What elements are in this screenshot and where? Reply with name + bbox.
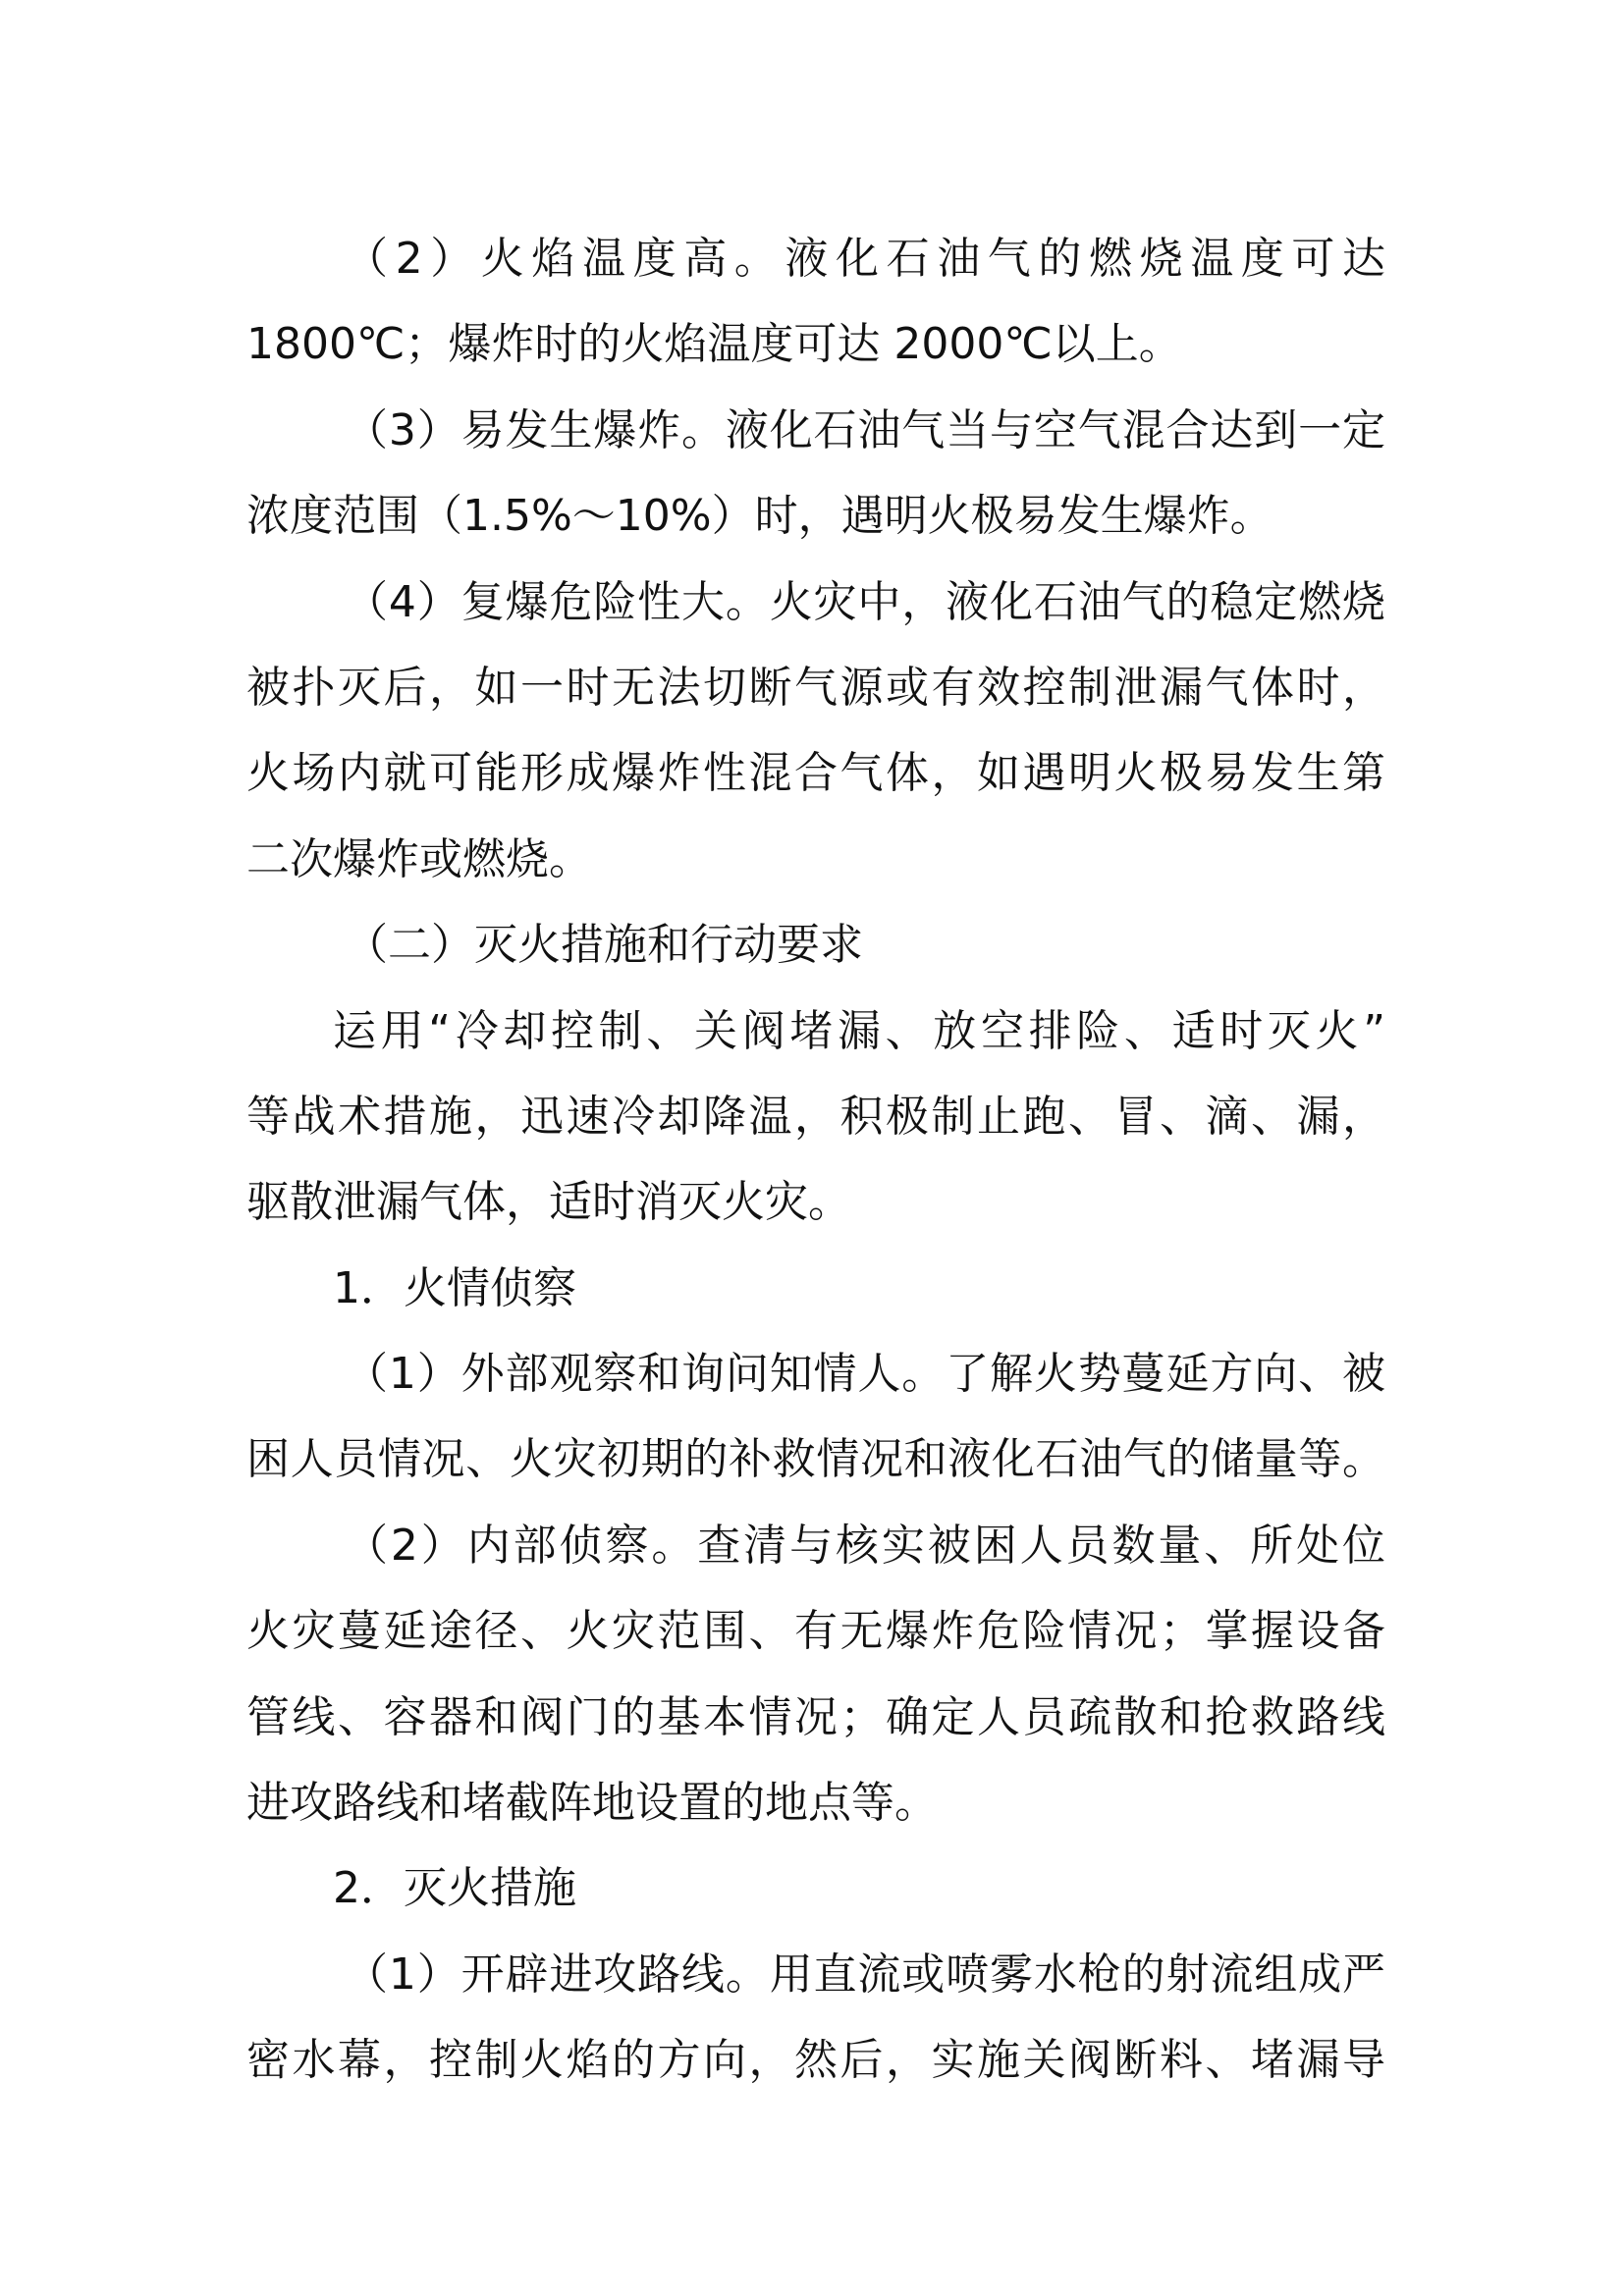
paragraph-line: 等战术措施，迅速冷却降温，积极制止跑、冒、滴、漏， [246, 1091, 1385, 1142]
paragraph-line: 密水幕，控制火焰的方向，然后，实施关阀断料、堵漏导 [246, 2035, 1385, 2086]
paragraph-line: 运用“冷却控制、关阀堵漏、放空排险、适时灭火” [333, 1005, 1385, 1056]
paragraph-line: 火灾蔓延途径、火灾范围、有无爆炸危险情况；掌握设备 [246, 1606, 1385, 1657]
paragraph-line: （4）复爆危险性大。火灾中，液化石油气的稳定燃烧 [345, 576, 1385, 627]
paragraph-line: 困人员情况、火灾初期的补救情况和液化石油气的储量等。 [246, 1434, 1385, 1485]
subsection-heading: 1．火情侦察 [333, 1262, 576, 1313]
paragraph-line: （2）内部侦察。查清与核实被困人员数量、所处位 [345, 1520, 1385, 1571]
paragraph-line: 二次爆炸或燃烧。 [246, 833, 592, 884]
section-heading: （二）灭火措施和行动要求 [345, 920, 863, 971]
paragraph-line: 浓度范围（1.5%～10%）时，遇明火极易发生爆炸。 [246, 491, 1273, 542]
paragraph-line: （3）易发生爆炸。液化石油气当与空气混合达到一定 [345, 404, 1385, 455]
paragraph-line: 管线、容器和阀门的基本情况；确定人员疏散和抢救路线 [246, 1691, 1385, 1742]
paragraph-line: 火场内就可能形成爆炸性混合气体，如遇明火极易发生第 [246, 748, 1385, 799]
paragraph-line: 驱散泄漏气体，适时消灭火灾。 [246, 1177, 851, 1228]
paragraph-line: （1）开辟进攻路线。用直流或喷雾水枪的射流组成严 [345, 1949, 1385, 2000]
body-text [246, 216, 1385, 2104]
paragraph-line: 1800℃；爆炸时的火焰温度可达 2000℃以上。 [246, 319, 1182, 370]
paragraph-line: （1）外部观察和询问知情人。了解火势蔓延方向、被 [345, 1349, 1385, 1400]
paragraph-line: （2）火焰温度高。液化石油气的燃烧温度可达 [345, 234, 1385, 284]
paragraph-line: 被扑灭后，如一时无法切断气源或有效控制泄漏气体时， [246, 662, 1385, 713]
subsection-heading: 2．灭火措施 [333, 1863, 576, 1914]
paragraph-line: 进攻路线和堵截阵地设置的地点等。 [246, 1778, 938, 1829]
